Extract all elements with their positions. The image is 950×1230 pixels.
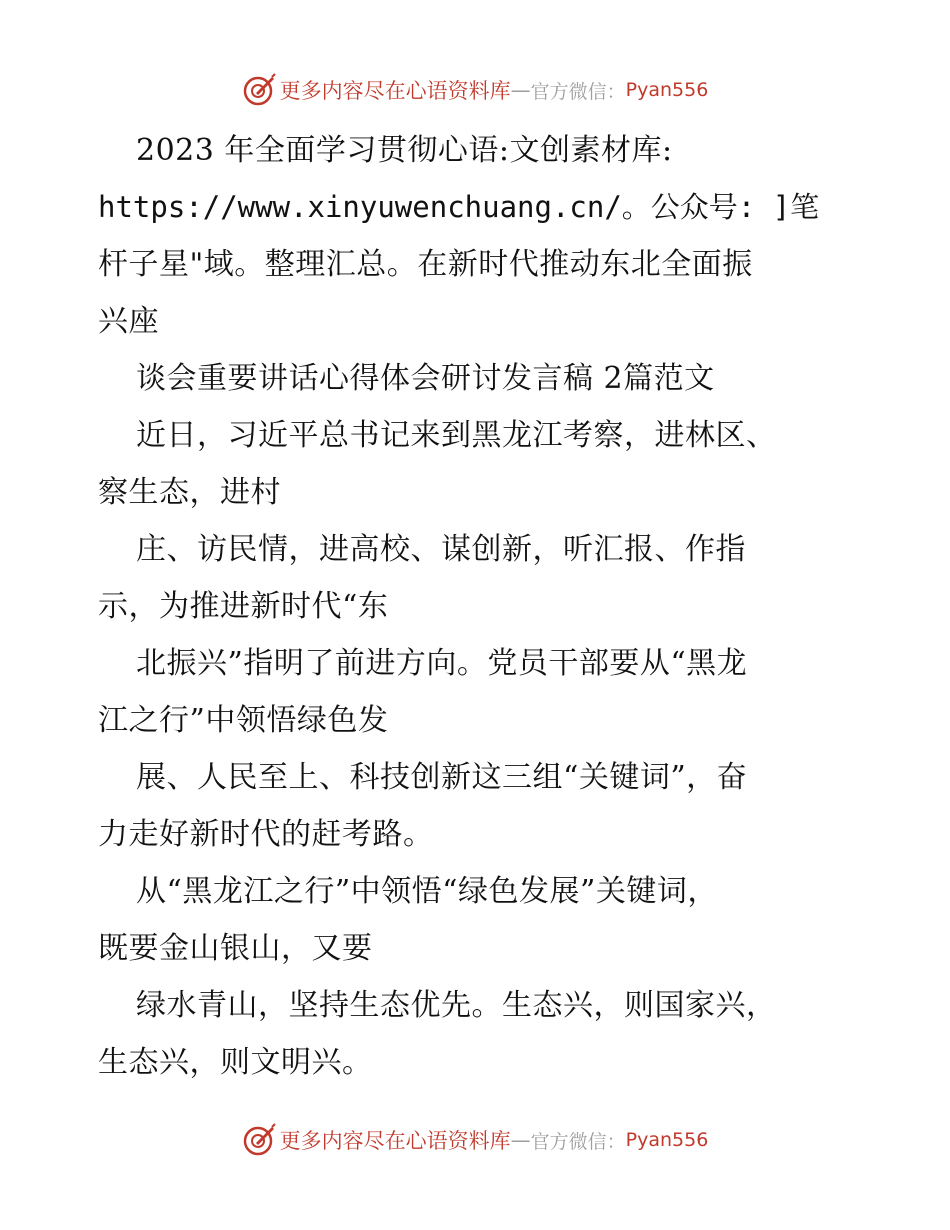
text-line: 从“黑龙江之行”中领悟“绿色发展”关键词， (136, 874, 718, 909)
banner-wechat-id: Pyan556 (625, 1129, 709, 1151)
text-line: 既要金山银山，又要 (98, 931, 373, 966)
text-line: 谈会重要讲话心得体会研讨发言稿 2篇范文 (136, 361, 715, 396)
text-line: 兴座 (98, 304, 159, 339)
text-line: 生态兴，则文明兴。 (98, 1045, 373, 1080)
text-line: 察生态，进村 (98, 475, 281, 510)
text-line: 绿水青山，坚持生态优先。生态兴，则国家兴， (136, 988, 777, 1023)
text-line: 江之行”中领悟绿色发 (98, 703, 389, 738)
quill-pen-logo-icon (242, 73, 276, 107)
header-banner (0, 70, 950, 110)
text-line: 庄、访民情，进高校、谋创新，听汇报、作指 (136, 532, 746, 567)
text-line: 近日，习近平总书记来到黑龙江考察，进林区、 (136, 418, 777, 453)
text-line: 展、人民至上、科技创新这三组“关键词”，奋 (136, 760, 748, 795)
banner-wechat-label: 官方微信： (530, 1130, 626, 1153)
text-line: 2023 年全面学习贯彻心语:文创素材库: (136, 133, 673, 168)
banner-brand-text: 更多内容尽在心语资料库 (279, 1129, 511, 1153)
banner-wechat-id: Pyan556 (625, 79, 709, 101)
text-line: 杆子星"域。整理汇总。在新时代推动东北全面振 (98, 247, 753, 282)
footer-banner (0, 1120, 950, 1160)
quill-pen-logo-icon (242, 1123, 276, 1157)
text-line: 力走好新时代的赶考路。 (98, 817, 434, 852)
banner-separator: — (510, 78, 531, 102)
banner-wechat-label: 官方微信： (530, 80, 626, 103)
text-line: https://www.xinyuwenchuang.cn/。公众号: ]笔 (98, 190, 820, 224)
text-line: 北振兴”指明了前进方向。党员干部要从“黑龙 (136, 646, 748, 681)
document-body (98, 122, 858, 1091)
banner-brand-text: 更多内容尽在心语资料库 (279, 79, 511, 103)
banner-separator: — (510, 1128, 531, 1152)
text-line: 示，为推进新时代“东 (98, 589, 389, 624)
